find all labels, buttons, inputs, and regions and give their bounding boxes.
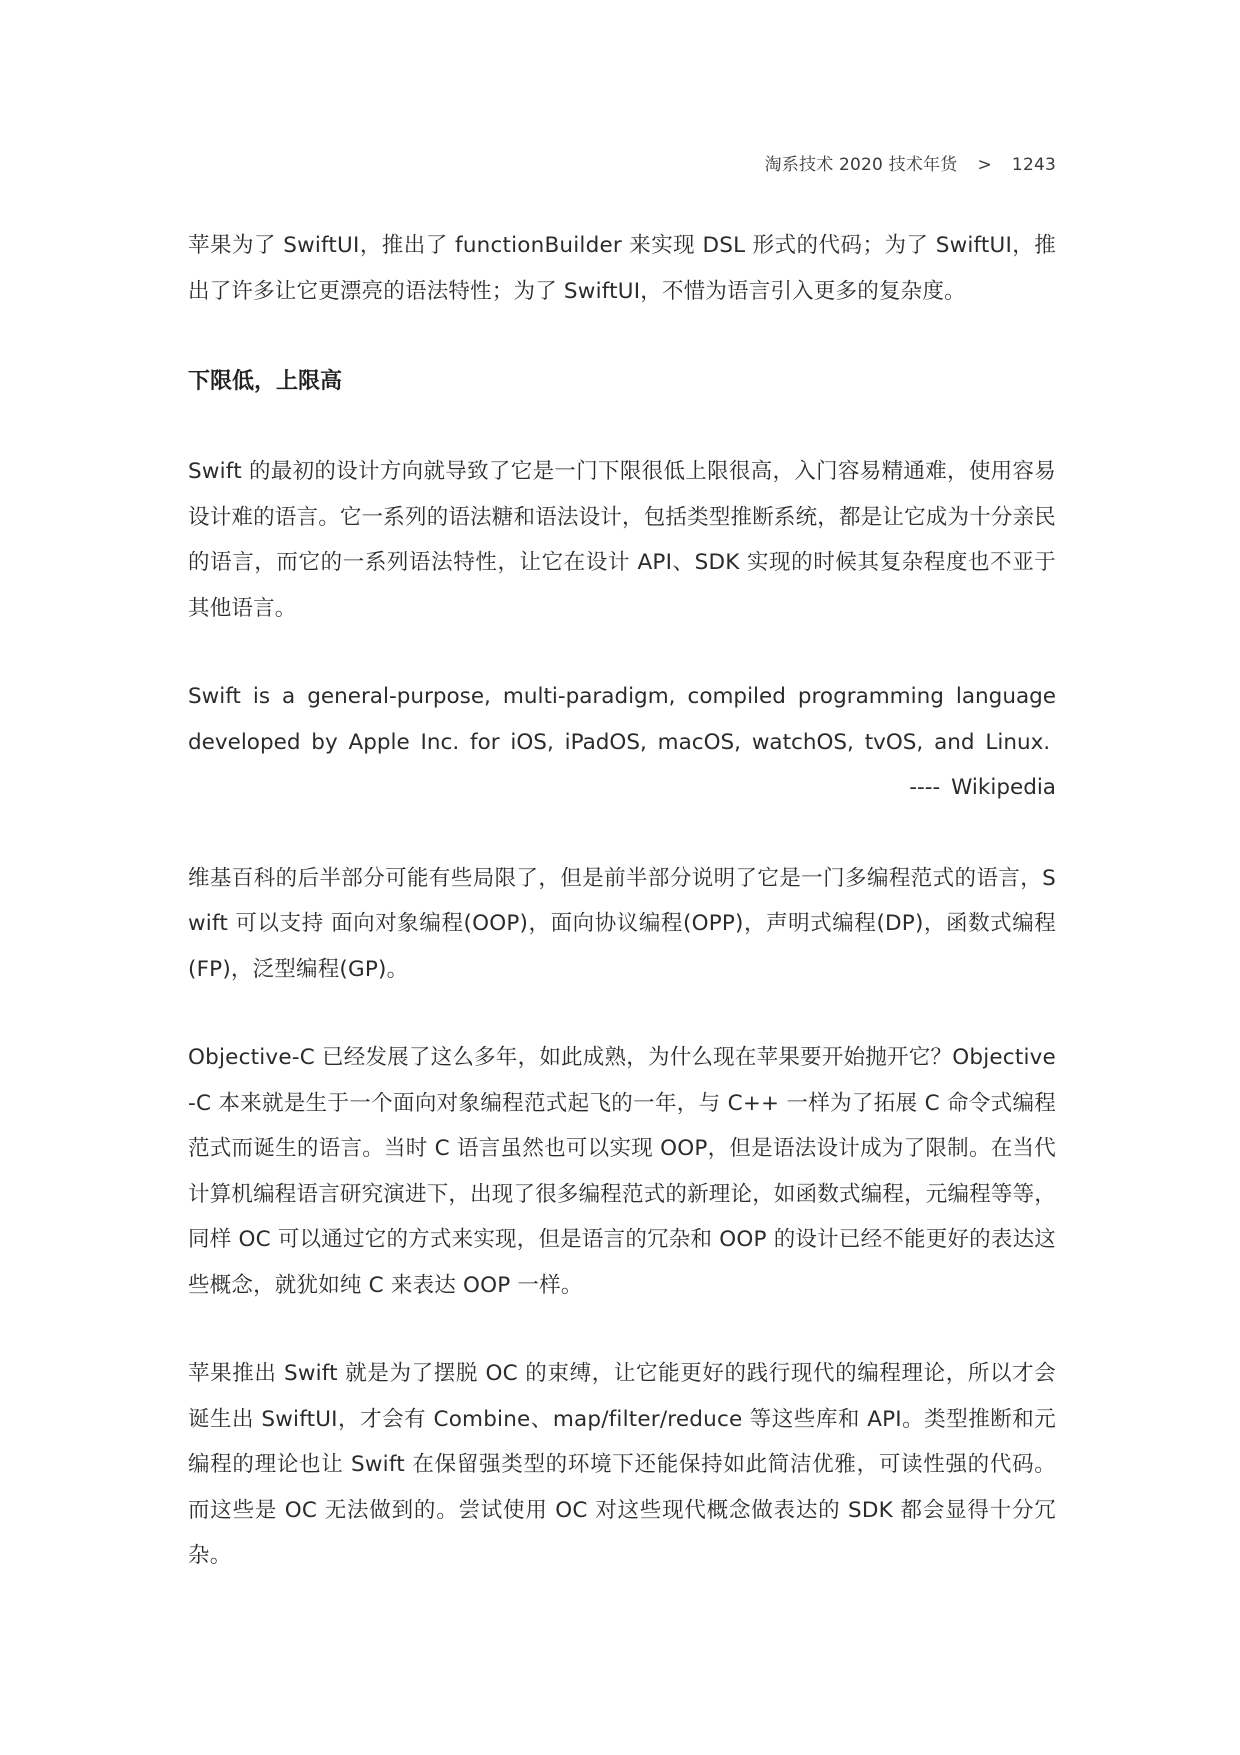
quote-attribution: ---- Wikipedia	[909, 775, 1056, 800]
book-title: 淘系技术 2020 技术年货	[764, 155, 958, 175]
paragraph-objective-c: Objective-C 已经发展了这么多年，如此成熟，为什么现在苹果要开始抛开它？Objective-C 本来就是生于一个面向对象编程范式起飞的一年，与 C++ 一样为了拓展 C 命令式编程范式而诞生的语言。当时 C 语言虽然也可以实现 OOP，但是语法设计成为了限制。在当代计算机编程语言研究演进下，出现了很多编程范式的新理论，如函数式编程，元编程等等，同样 OC 可以通过它的方式来实现，但是语言的冗杂和 OOP 的设计已经不能更好的表达这些概念，就犹如纯 C 来表达 OOP 一样。	[188, 1045, 1057, 1298]
header-separator: >	[977, 155, 992, 175]
article-body	[188, 223, 1056, 1579]
page-header	[765, 150, 1056, 175]
paragraph-apple-swift: 苹果推出 Swift 就是为了摆脱 OC 的束缚，让它能更好的践行现代的编程理论，所以才会诞生出 SwiftUI，才会有 Combine、map/filter/reduce 等这些库和 API。类型推断和元编程的理论也让 Swift 在保留强类型的环境下还能保持如此简洁优雅，可读性强的代码。而这些是 OC 无法做到的。尝试使用 OC 对这些现代概念做表达的 SDK 都会显得十分冗杂。	[188, 1361, 1056, 1568]
paragraph-swift-design: Swift 的最初的设计方向就导致了它是一门下限很低上限很高，入门容易精通难，使用容易设计难的语言。它一系列的语法糖和语法设计，包括类型推断系统，都是让它成为十分亲民的语言，而它的一系列语法特性，让它在设计 API、SDK 实现的时候其复杂程度也不亚于其他语言。	[188, 459, 1057, 621]
wikipedia-quote: Swift is a general-purpose, multi-paradigm, compiled programming language developed by Apple Inc. for iOS, iPadOS, macOS, watchOS, tvOS, and Linux.	[188, 684, 1056, 755]
paragraph-paradigms: 维基百科的后半部分可能有些局限了，但是前半部分说明了它是一门多编程范式的语言，Swift 可以支持 面向对象编程(OOP)，面向协议编程(OPP)，声明式编程(DP)，函数式编程(FP)，泛型编程(GP)。	[188, 865, 1056, 982]
page-number: 1243	[1011, 155, 1056, 175]
paragraph-swiftui-intro: 苹果为了 SwiftUI，推出了 functionBuilder 来实现 DSL 形式的代码；为了 SwiftUI，推出了许多让它更漂亮的语法特性；为了 SwiftUI，不惜为语言引入更多的复杂度。	[188, 233, 1056, 304]
section-heading: 下限低，上限高	[188, 369, 343, 394]
